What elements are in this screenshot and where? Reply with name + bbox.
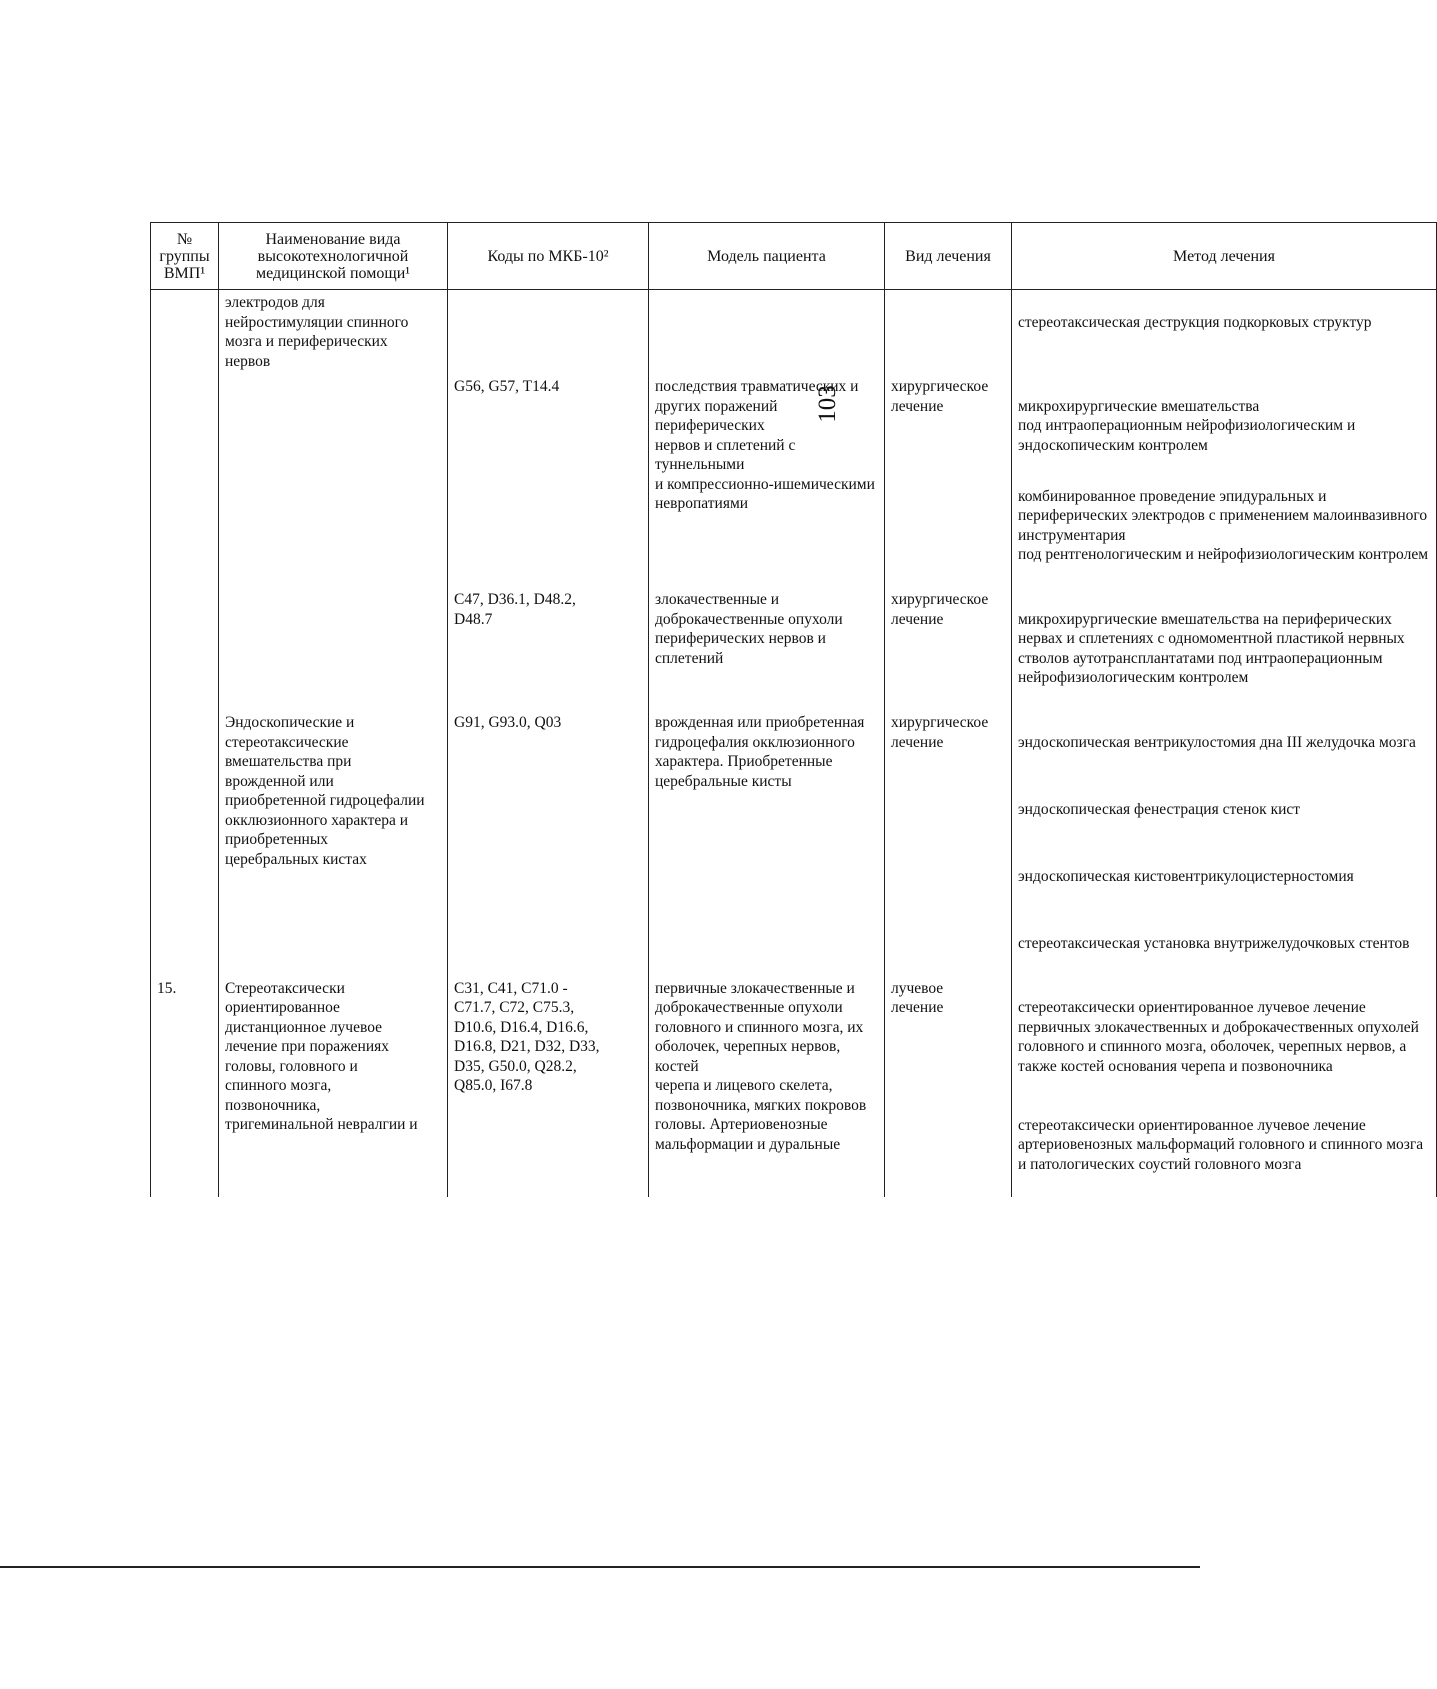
icd-codes-cell: G91, G93.0, Q03 (448, 710, 649, 976)
group-number-cell (151, 374, 219, 587)
table-row (151, 710, 1437, 976)
method-item: стереотаксически ориентированное лучевое лечение артериовенозных мальформаций головного и спинного мозга и патологических соустий головного мозга (1018, 1116, 1424, 1173)
method-item: стереотаксически ориентированное лучевое лечение первичных злокачественных и доброкачественных опухолей головного и спинного мозга, оболочек, черепных нервов, а также костей основания черепа и позвоночника (1018, 999, 1419, 1075)
patient-model-cell: врожденная или приобретенная гидроцефалия окклюзионного характера. Приобретенные церебральные кисты (649, 710, 885, 976)
treatment-type-cell: хирургическое лечение (885, 710, 1012, 976)
method-item: эндоскопическая вентрикулостомия дна III желудочка мозга (1018, 733, 1416, 751)
treatment-method-cell (1012, 587, 1437, 710)
method-item: эндоскопическая кистовентрикулоцистерностомия (1018, 867, 1354, 885)
method-item: эндоскопическая фенестрация стенок кист (1018, 800, 1301, 818)
treatment-type-cell: хирургическое лечение (885, 587, 1012, 710)
page-number: 103 (814, 385, 841, 423)
table-row (151, 374, 1437, 587)
header-icd-codes: Коды по МКБ-10² (448, 223, 649, 290)
icd-codes-cell: G56, G57, T14.4 (448, 374, 649, 587)
icd-codes-cell: C31, C41, C71.0 - C71.7, C72, C75.3, D10.6, D16.4, D16.6, D16.8, D21, D32, D33, D35, G50.0, Q28.2, Q85.0, I67.8 (448, 976, 649, 1197)
scan-edge-rule (0, 1566, 1200, 1568)
table-header-row (151, 223, 1437, 290)
treatment-method-cell (1012, 710, 1437, 976)
treatment-method-cell (1012, 374, 1437, 587)
patient-model-cell: последствия травматических и других поражений периферических нервов и сплетений с туннельными и компрессионно-ишемическими невропатиями (649, 374, 885, 587)
header-group-number: № группы ВМП¹ (151, 223, 219, 290)
header-treatment-type: Вид лечения (885, 223, 1012, 290)
care-name-cell: Стереотаксически ориентированное дистанционное лучевое лечение при поражениях головы, головного и спинного мозга, позвоночника, тригеминальной невралгии и (219, 976, 448, 1197)
care-name-cell: Эндоскопические и стереотаксические вмешательства при врожденной или приобретенной гидроцефалии окклюзионного характера и приобретенных церебральных кистах (219, 710, 448, 976)
care-name-cell: электродов для нейростимуляции спинного мозга и периферических нервов (219, 290, 448, 375)
method-item: стереотаксическая установка внутрижелудочковых стентов (1018, 934, 1410, 952)
patient-model-cell (649, 290, 885, 375)
icd-codes-cell (448, 290, 649, 375)
treatment-method-cell (1012, 976, 1437, 1197)
group-number-cell (151, 710, 219, 976)
treatment-methods-table (150, 222, 1437, 1197)
patient-model-cell: первичные злокачественные и доброкачественные опухоли головного и спинного мозга, их оболочек, черепных нервов, костей черепа и лицевого скелета, позвоночника, мягких покровов головы. Артериовенозные мальформации и дуральные (649, 976, 885, 1197)
table-row (151, 976, 1437, 1197)
group-number-cell: 15. (151, 976, 219, 1197)
icd-codes-cell: C47, D36.1, D48.2, D48.7 (448, 587, 649, 710)
header-treatment-method: Метод лечения (1012, 223, 1437, 290)
treatment-type-cell (885, 290, 1012, 375)
treatment-type-cell: хирургическое лечение (885, 374, 1012, 587)
method-item: микрохирургические вмешательства под интраоперационным нейрофизиологическим и эндоскопическим контролем (1018, 397, 1356, 454)
group-number-cell (151, 587, 219, 710)
group-number-cell (151, 290, 219, 375)
care-name-cell (219, 374, 448, 587)
patient-model-cell: злокачественные и доброкачественные опухоли периферических нервов и сплетений (649, 587, 885, 710)
header-patient-model: Модель пациента (649, 223, 885, 290)
method-item: комбинированное проведение эпидуральных и периферических электродов с применением малоинвазивного инструментария под рентгенологическим и нейрофизиологическим контролем (1018, 487, 1429, 563)
treatment-type-cell: лучевое лечение (885, 976, 1012, 1197)
treatment-method-cell (1012, 290, 1437, 375)
method-item: стереотаксическая деструкция подкорковых структур (1018, 313, 1372, 331)
method-item: микрохирургические вмешательства на периферических нервах и сплетениях с одномоментной пластикой нервных стволов аутотрансплантатами под интраоперационным нейрофизиологическим контролем (1018, 610, 1405, 686)
header-care-name: Наименование вида высокотехнологичной медицинской помощи¹ (219, 223, 448, 290)
care-name-cell (219, 587, 448, 710)
table-row (151, 587, 1437, 710)
table-row (151, 290, 1437, 375)
